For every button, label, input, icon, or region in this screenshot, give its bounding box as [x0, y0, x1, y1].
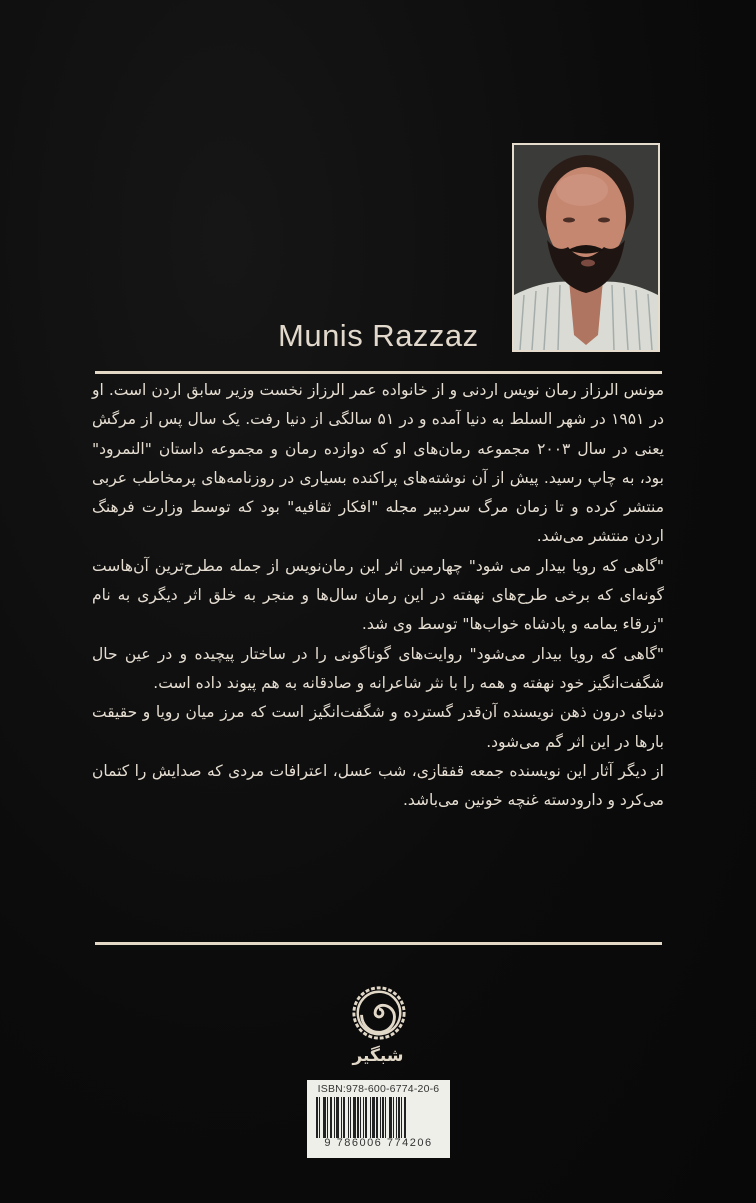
author-photo — [514, 145, 658, 350]
bottom-divider — [95, 942, 662, 945]
bio-paragraph: دنیای درون ذهن نویسنده آن‌قدر گسترده و شگفت‌انگیز است که مرز میان رویا و حقیقت بارها در این اثر گم می‌شود. — [92, 703, 664, 751]
bio-paragraph: "گاهی که رویا بیدار می شود" چهارمین اثر این رمان‌نویس از جمله مطرح‌ترین آن‌هاست گونه‌ای که برخی طرح‌های نهفته در این رمان سال‌ها و منجر به خلق اثر دیگری به نام "زرقاء یمامه و پادشاه خواب‌ها" توسط وی شد. — [92, 556, 664, 634]
bio-paragraph: از دیگر آثار این نویسنده جمعه قفقازی، شب عسل، اعترافات مردی که صدایش را کتمان می‌کرد و دارودسته غنچه خونین می‌باشد. — [92, 761, 664, 810]
bio-paragraph: مونس الرزاز رمان نویس اردنی و از خانواده عمر الرزاز نخست وزیر سابق اردن است. او در ۱۹۵۱ در شهر السلط به دنیا آمده و در ۵۱ سالگی از دنیا رفت. یک سال پس از مرگش یعنی در سال ۲۰۰۳ مجموعه رمان‌های او که دوازده رمان و مجموعه داستان "النمرود" بود، به چاپ رسید. پیش از آن نوشته‌های پراکنده بسیاری در روزنامه‌های پرمخاطب عربی منتشر کرده و تا زمان مرگ سردبیر مجله "افکار ثقافیه" بود که توسط وزارت فرهنگ اردن منتشر می‌شد. — [92, 381, 664, 546]
isbn-label: ISBN:978-600-6774-20-6 — [317, 1083, 440, 1095]
isbn-barcode — [307, 1080, 450, 1158]
portrait-illustration — [514, 145, 658, 350]
author-name: Munis Razzaz — [278, 318, 479, 353]
publisher-name: شبگیر — [352, 1046, 404, 1066]
top-divider — [95, 371, 662, 374]
spiral-logo-icon — [350, 984, 408, 1042]
author-photo-frame — [512, 143, 660, 352]
author-biography — [92, 376, 664, 815]
barcode-digits: 9 786006 774206 — [312, 1138, 445, 1149]
bio-paragraph: "گاهی که رویا بیدار می‌شود" روایت‌های گوناگونی را در ساختار پیچیده و در عین حال شگفت‌انگیز خود نهفته و همه را با نثر شاعرانه و صادقانه به هم پیوند داده است. — [92, 644, 664, 692]
